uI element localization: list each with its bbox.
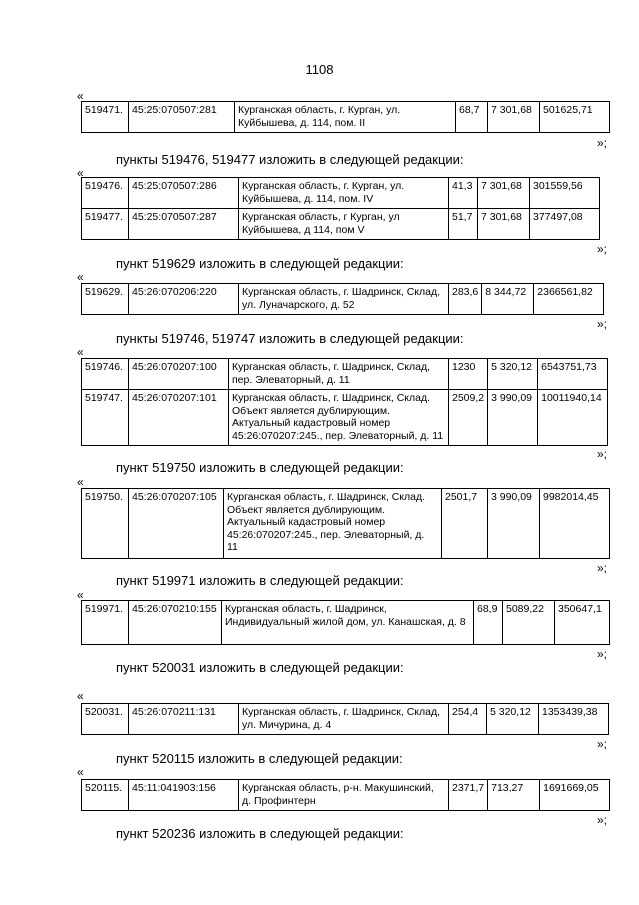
close-quote: »; xyxy=(597,136,608,150)
value-cell: 377497,08 xyxy=(530,209,600,240)
rate-cell: 5089,22 xyxy=(503,601,555,645)
cadastral-number-cell: 45:25:070507:281 xyxy=(129,102,235,133)
address-cell: Курганская область, г. Шадринск, Склад, пер. Элеваторный, д. 11 xyxy=(229,359,449,390)
open-quote: « xyxy=(77,89,84,103)
value-cell: 6543751,73 xyxy=(538,359,608,390)
record-table xyxy=(81,358,608,446)
area-cell: 68,9 xyxy=(474,601,503,645)
address-cell: Курганская область, р-н. Макушинский, д. Профинтерн xyxy=(239,780,449,811)
table-row xyxy=(82,178,600,209)
item-number-cell: 519746. xyxy=(82,359,129,390)
open-quote: « xyxy=(77,475,84,489)
table-row xyxy=(82,489,610,559)
rate-cell: 3 990,09 xyxy=(488,489,540,559)
address-cell: Курганская область, г. Шадринск, Склад. Объект является дублирующим. Актуальный кадастровый номер 45:26:070207:245., пер. Элеваторный, д. 11 xyxy=(229,390,449,446)
open-quote: « xyxy=(77,588,84,602)
address-cell: Курганская область, г. Шадринск, Склад. Объект является дублирующим. Актуальный кадастровый номер 45:26:070207:245., пер. Элеваторный, д. 11 xyxy=(224,489,442,559)
value-cell: 350647,1 xyxy=(555,601,610,645)
table-row xyxy=(82,780,610,811)
cadastral-number-cell: 45:26:070206:220 xyxy=(129,284,239,315)
area-cell: 2371,7 xyxy=(449,780,488,811)
paragraph-heading: пункты 519476, 519477 изложить в следующей редакции: xyxy=(116,152,464,167)
record-table xyxy=(81,488,610,559)
record-table xyxy=(81,101,610,133)
item-number-cell: 519477. xyxy=(82,209,129,240)
close-quote: »; xyxy=(597,647,608,661)
open-quote: « xyxy=(77,689,84,703)
address-cell: Курганская область, г. Шадринск, Склад, ул. Мичурина, д. 4 xyxy=(239,704,449,735)
cadastral-number-cell: 45:26:070210:155 xyxy=(129,601,222,645)
item-number-cell: 519747. xyxy=(82,390,129,446)
address-cell: Курганская область, г. Курган, ул. Куйбышева, д. 114, пом. IV xyxy=(239,178,449,209)
record-table xyxy=(81,283,604,315)
open-quote: « xyxy=(77,765,84,779)
address-cell: Курганская область, г. Курган, ул. Куйбышева, д. 114, пом. II xyxy=(235,102,456,133)
close-quote: »; xyxy=(597,317,608,331)
cadastral-number-cell: 45:26:070211:131 xyxy=(129,704,239,735)
address-cell: Курганская область, г. Шадринск, Склад, ул. Луначарского, д. 52 xyxy=(239,284,449,315)
rate-cell: 5 320,12 xyxy=(487,704,539,735)
value-cell: 1353439,38 xyxy=(539,704,609,735)
area-cell: 51,7 xyxy=(449,209,478,240)
rate-cell: 713,27 xyxy=(488,780,540,811)
open-quote: « xyxy=(77,345,84,359)
rate-cell: 8 344,72 xyxy=(482,284,534,315)
rate-cell: 3 990,09 xyxy=(488,390,538,446)
table-row xyxy=(82,284,604,315)
area-cell: 2509,2 xyxy=(449,390,488,446)
value-cell: 10011940,14 xyxy=(538,390,608,446)
cadastral-number-cell: 45:26:070207:100 xyxy=(129,359,229,390)
paragraph-heading: пункт 519971 изложить в следующей редакции: xyxy=(116,573,404,588)
item-number-cell: 519471. xyxy=(82,102,129,133)
cadastral-number-cell: 45:26:070207:105 xyxy=(129,489,224,559)
value-cell: 301559,56 xyxy=(530,178,600,209)
item-number-cell: 520115. xyxy=(82,780,129,811)
paragraph-heading: пункт 519750 изложить в следующей редакции: xyxy=(116,460,404,475)
item-number-cell: 520031. xyxy=(82,704,129,735)
table-row xyxy=(82,102,610,133)
cadastral-number-cell: 45:26:070207:101 xyxy=(129,390,229,446)
record-table xyxy=(81,600,610,645)
area-cell: 68,7 xyxy=(456,102,488,133)
page-number: 1108 xyxy=(305,62,334,77)
close-quote: »; xyxy=(597,242,608,256)
rate-cell: 7 301,68 xyxy=(478,178,530,209)
table-row xyxy=(82,601,610,645)
table-row xyxy=(82,704,609,735)
open-quote: « xyxy=(77,270,84,284)
paragraph-heading: пункт 520236 изложить в следующей редакции: xyxy=(116,826,404,841)
table-row xyxy=(82,390,608,446)
item-number-cell: 519750. xyxy=(82,489,129,559)
record-table xyxy=(81,703,609,735)
value-cell: 501625,71 xyxy=(540,102,610,133)
paragraph-heading: пункт 519629 изложить в следующей редакции: xyxy=(116,256,404,271)
record-table xyxy=(81,177,600,240)
address-cell: Курганская область, г. Шадринск, Индивидуальный жилой дом, ул. Канашская, д. 8 xyxy=(222,601,474,645)
paragraph-heading: пункт 520031 изложить в следующей редакции: xyxy=(116,660,404,675)
record-table xyxy=(81,779,610,811)
address-cell: Курганская область, г Курган, ул Куйбышева, д 114, пом V xyxy=(239,209,449,240)
area-cell: 41,3 xyxy=(449,178,478,209)
close-quote: »; xyxy=(597,447,608,461)
rate-cell: 7 301,68 xyxy=(488,102,540,133)
area-cell: 2501,7 xyxy=(442,489,488,559)
close-quote: »; xyxy=(597,813,608,827)
rate-cell: 5 320,12 xyxy=(488,359,538,390)
cadastral-number-cell: 45:11:041903:156 xyxy=(129,780,239,811)
rate-cell: 7 301,68 xyxy=(478,209,530,240)
paragraph-heading: пункт 520115 изложить в следующей редакции: xyxy=(116,751,403,766)
area-cell: 254,4 xyxy=(449,704,487,735)
cadastral-number-cell: 45:25:070507:287 xyxy=(129,209,239,240)
value-cell: 9982014,45 xyxy=(540,489,610,559)
table-row xyxy=(82,209,600,240)
table-row xyxy=(82,359,608,390)
cadastral-number-cell: 45:25:070507:286 xyxy=(129,178,239,209)
item-number-cell: 519971. xyxy=(82,601,129,645)
item-number-cell: 519476. xyxy=(82,178,129,209)
value-cell: 1691669,05 xyxy=(540,780,610,811)
value-cell: 2366561,82 xyxy=(534,284,604,315)
close-quote: »; xyxy=(597,561,608,575)
paragraph-heading: пункты 519746, 519747 изложить в следующей редакции: xyxy=(116,331,464,346)
close-quote: »; xyxy=(597,737,608,751)
area-cell: 283,6 xyxy=(449,284,482,315)
area-cell: 1230 xyxy=(449,359,488,390)
open-quote: « xyxy=(77,166,84,180)
item-number-cell: 519629. xyxy=(82,284,129,315)
